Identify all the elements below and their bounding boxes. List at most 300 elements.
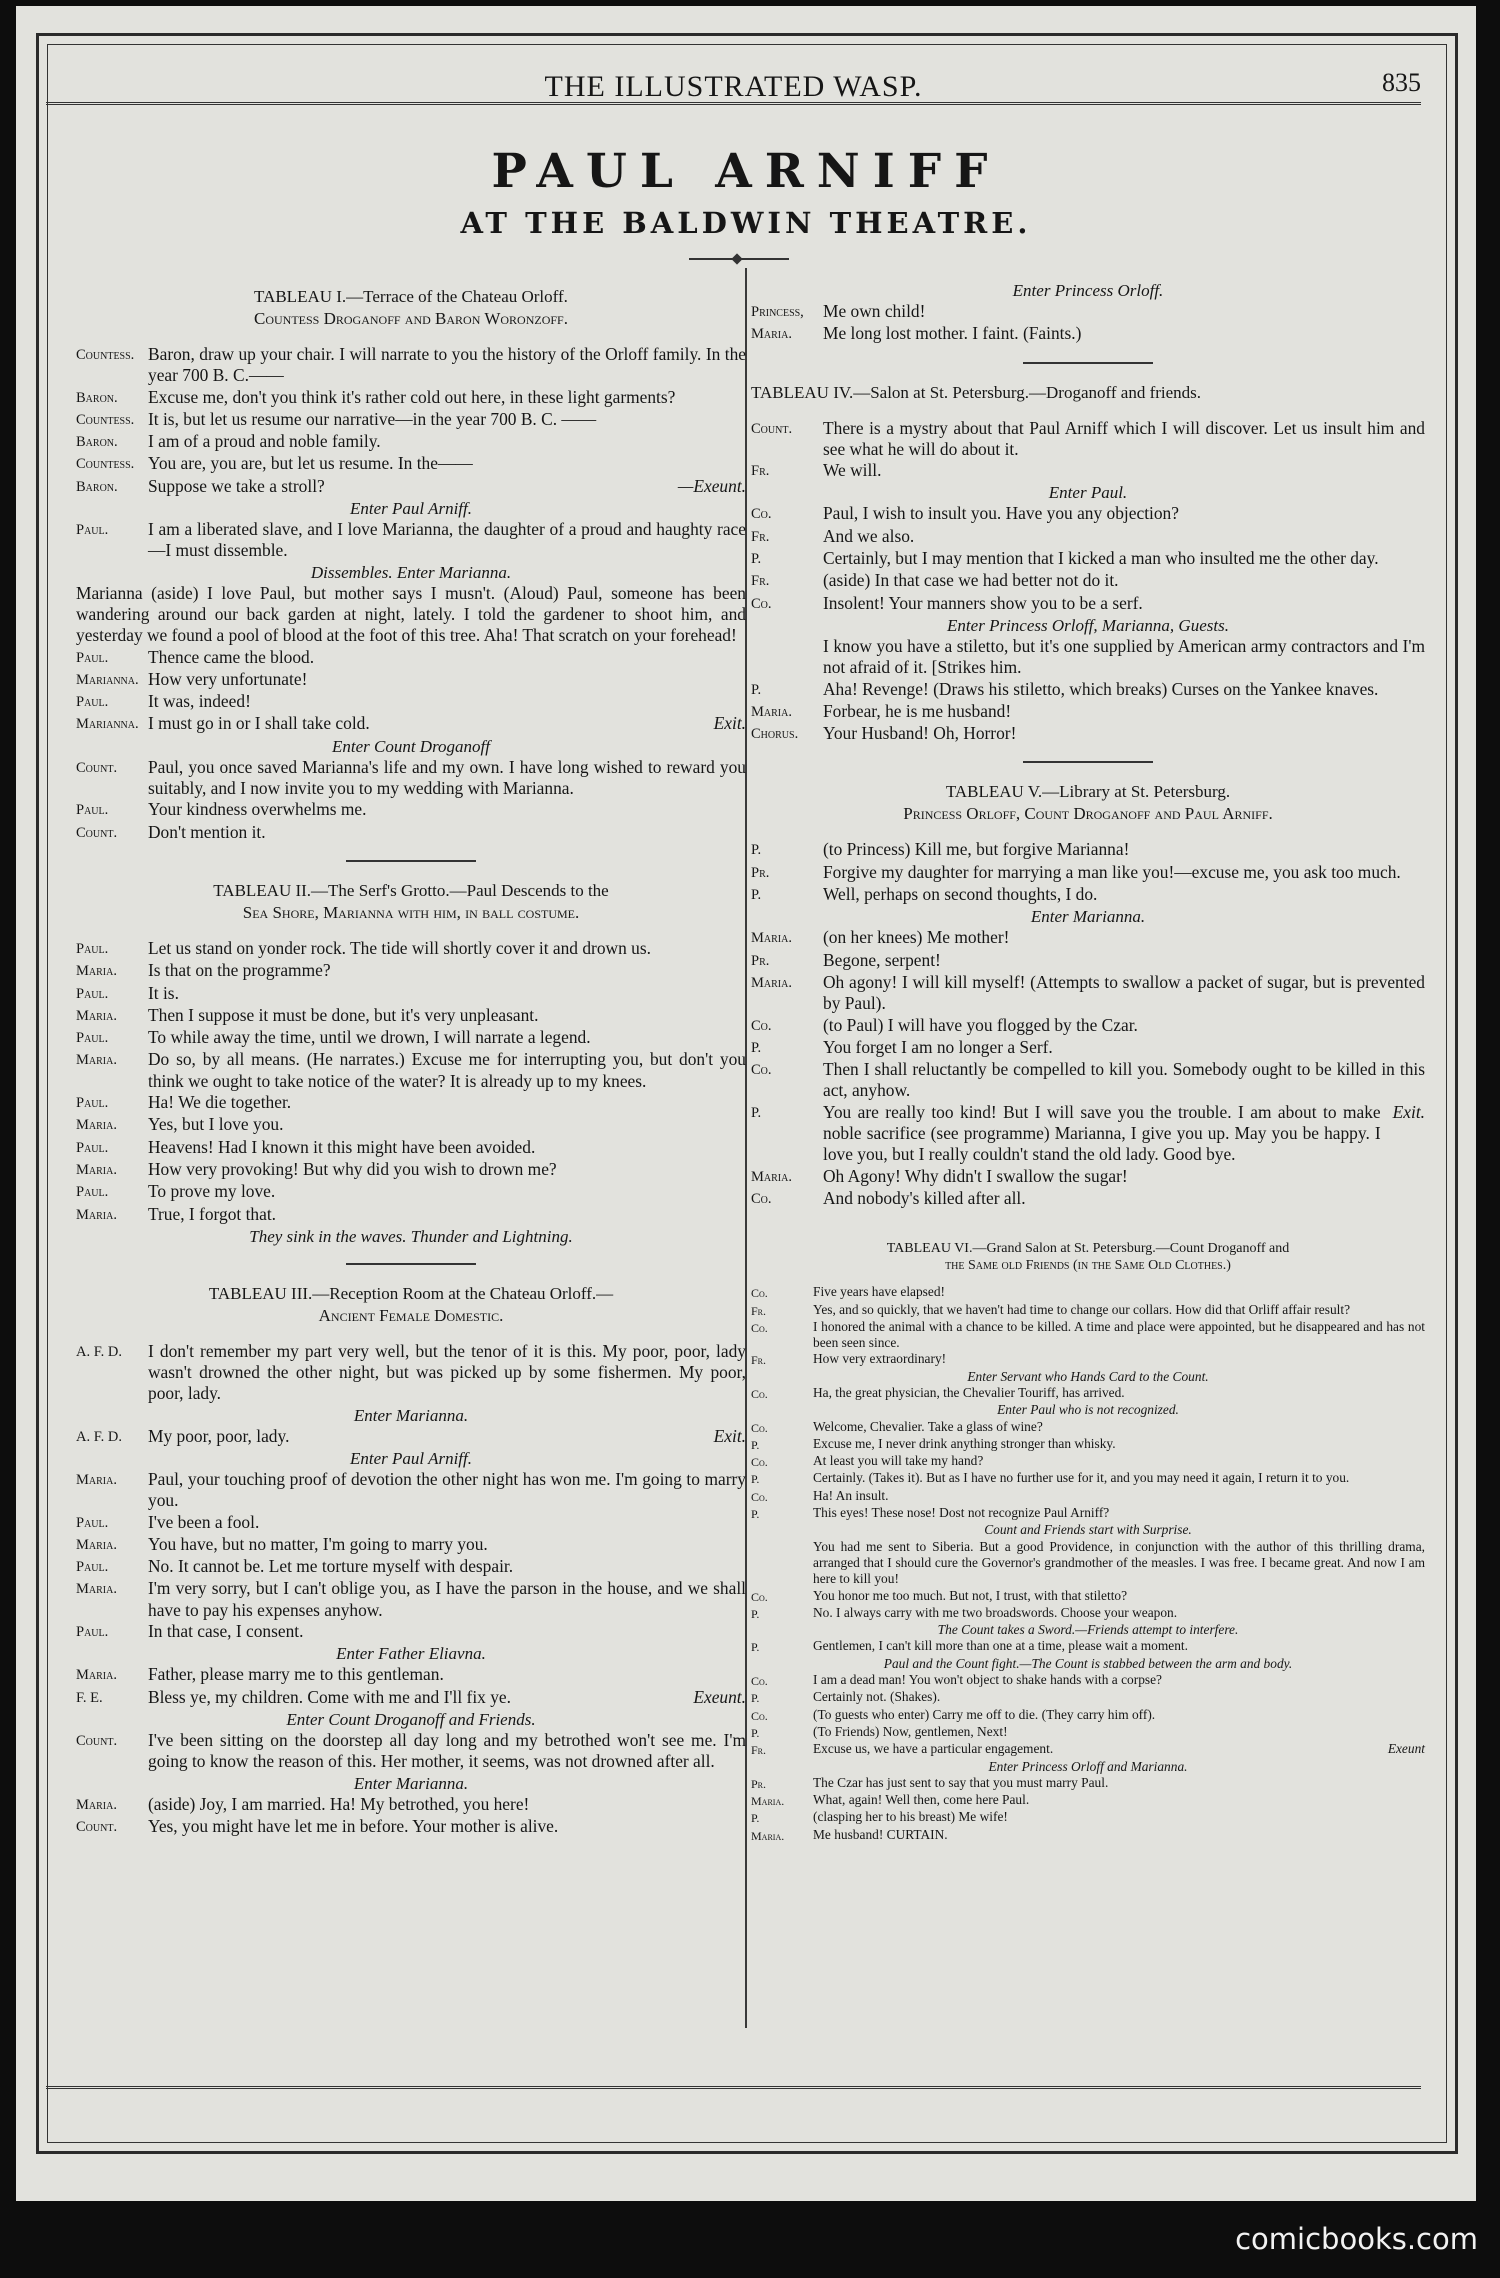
dialogue-line bbox=[751, 1188, 1425, 1210]
speaker: Paul. bbox=[76, 649, 109, 666]
speech: You have, but no matter, I'm going to marry you. bbox=[148, 1533, 488, 1554]
speech: Your Husband! Oh, Horror! bbox=[823, 723, 1017, 744]
speaker: Count. bbox=[76, 1732, 118, 1749]
speaker: F. E. bbox=[76, 1689, 103, 1706]
dialogue-line bbox=[76, 691, 746, 713]
dialogue-line bbox=[76, 647, 746, 669]
dialogue-line bbox=[751, 1809, 1425, 1826]
speech: Well, perhaps on second thoughts, I do. bbox=[823, 884, 1098, 905]
speech: You honor me too much. But not, I trust, with that stiletto? bbox=[813, 1587, 1128, 1603]
speaker: P. bbox=[751, 887, 762, 904]
speaker: P. bbox=[751, 1472, 760, 1487]
speech: I am a dead man! You won't object to shake hands with a corpse? bbox=[813, 1672, 1162, 1688]
speech: Let us stand on yonder rock. The tide will shortly cover it and drown us. bbox=[148, 937, 651, 958]
speech: It is, but let us resume our narrative—in the year 700 B. C. —— bbox=[148, 408, 597, 429]
speaker: P. bbox=[751, 1437, 760, 1452]
speech: Certainly. (Takes it). But as I have no further use for it, and you may need it again, I return it to you. bbox=[813, 1470, 1350, 1486]
speaker: P. bbox=[751, 1811, 760, 1826]
tableau-2-heading-line1: TABLEAU II.—The Serf's Grotto.—Paul Descends to the bbox=[213, 880, 609, 900]
speaker: Marianna. bbox=[76, 716, 139, 733]
tableau-6-heading bbox=[751, 1240, 1425, 1274]
speaker: Maria. bbox=[76, 1796, 117, 1813]
speech: Me long lost mother. I faint. (Faints.) bbox=[823, 323, 1082, 344]
dialogue-line bbox=[751, 1453, 1425, 1470]
speaker: P. bbox=[751, 1640, 760, 1655]
tableau-3-heading bbox=[76, 1283, 746, 1327]
speech: Is that on the programme? bbox=[148, 960, 331, 981]
stage-direction: Enter Father Eliavna. bbox=[336, 1644, 486, 1664]
dialogue-line bbox=[751, 1015, 1425, 1037]
tableau-5-dialogue bbox=[751, 839, 1425, 906]
section-rule bbox=[1023, 362, 1153, 364]
section-rule bbox=[1023, 761, 1153, 763]
speech: In that case, I consent. bbox=[148, 1621, 304, 1642]
speech: You had me sent to Siberia. But a good Providence, in conjunction with the author of this thrilling drama, arranged that I should cure the Governor's grandmother of the measles. I was free. I became great. And now I am here to kill you! bbox=[813, 1538, 1425, 1587]
speaker: Chorus. bbox=[751, 726, 799, 743]
speaker: P. bbox=[751, 1691, 760, 1706]
speech: Paul, your touching proof of devotion the other night has won me. I'm going to marry you. bbox=[148, 1468, 746, 1511]
speaker: Maria. bbox=[751, 1794, 785, 1809]
tableau-2-heading bbox=[76, 880, 746, 924]
speech: It is. bbox=[148, 982, 179, 1003]
speech: Begone, serpent! bbox=[823, 949, 941, 970]
stage-direction: Enter Paul. bbox=[1048, 483, 1128, 503]
speaker: Co. bbox=[751, 1708, 768, 1723]
tableau-3-dialogue-3 bbox=[76, 1664, 746, 1709]
speaker: Baron. bbox=[76, 478, 118, 495]
speech: Certainly not. (Shakes). bbox=[813, 1689, 941, 1705]
speaker: Co. bbox=[751, 1455, 768, 1470]
speech: Thence came the blood. bbox=[148, 646, 315, 667]
dialogue-line bbox=[751, 1351, 1425, 1368]
dialogue-line bbox=[76, 1556, 746, 1578]
stage-direction: Enter Servant who Hands Card to the Count. bbox=[967, 1368, 1209, 1384]
dialogue-line bbox=[751, 884, 1425, 906]
exit-direction: Exit. bbox=[1392, 1101, 1425, 1122]
speaker: Co. bbox=[751, 1589, 768, 1604]
speech: (aside) In that case we had better not do it. bbox=[823, 570, 1119, 591]
dialogue-line bbox=[751, 1488, 1425, 1505]
dialogue-line bbox=[751, 701, 1425, 723]
stage-direction: Enter Princess Orloff and Marianna. bbox=[988, 1758, 1188, 1774]
dialogue-line bbox=[76, 713, 746, 735]
tableau-4-dialogue-2 bbox=[751, 503, 1425, 614]
stage-direction: Enter Marianna. bbox=[353, 1405, 469, 1425]
tableau-1-dialogue-2 bbox=[76, 647, 746, 736]
dialogue-line bbox=[751, 636, 1425, 679]
stage-direction: Enter Paul Arniff. bbox=[350, 1448, 472, 1468]
speaker: Maria. bbox=[76, 1052, 117, 1069]
stage-direction: Enter Marianna. bbox=[1030, 907, 1146, 927]
dialogue-line bbox=[751, 1319, 1425, 1352]
speech: Then I suppose it must be done, but it's very unpleasant. bbox=[148, 1004, 539, 1025]
dialogue-line bbox=[76, 1204, 746, 1226]
speech: We will. bbox=[823, 460, 882, 481]
speaker: Paul. bbox=[76, 802, 109, 819]
dialogue-line bbox=[751, 723, 1425, 745]
tableau-4-dialogue-3 bbox=[751, 636, 1425, 745]
speaker: Maria. bbox=[76, 1536, 117, 1553]
speaker: Maria. bbox=[751, 1828, 785, 1843]
dialogue-line bbox=[751, 1672, 1425, 1689]
tableau-6-heading-line2: the Same old Friends (in the Same Old Clothes.) bbox=[945, 1258, 1231, 1274]
tableau-3-dialogue-2 bbox=[76, 1469, 746, 1643]
speech: Five years have elapsed! bbox=[813, 1284, 945, 1300]
speaker: P. bbox=[751, 842, 762, 859]
speaker: A. F. D. bbox=[76, 1428, 122, 1445]
speaker: Countess. bbox=[76, 347, 135, 363]
speaker: Co. bbox=[751, 1062, 772, 1079]
speech: This eyes! These nose! Dost not recognize Paul Arniff? bbox=[813, 1505, 1110, 1521]
dialogue-line bbox=[76, 1049, 746, 1092]
speech: Ha, the great physician, the Chevalier Touriff, has arrived. bbox=[813, 1384, 1125, 1400]
tableau-6-dialogue-2 bbox=[751, 1385, 1425, 1402]
speaker: P. bbox=[751, 1606, 760, 1621]
section-rule bbox=[346, 1263, 476, 1265]
speaker: A. F. D. bbox=[76, 1343, 122, 1360]
speech: I must go in or I shall take cold. bbox=[148, 713, 370, 734]
dialogue-line bbox=[76, 822, 746, 844]
dialogue-line bbox=[76, 409, 746, 431]
speech: Me own child! bbox=[823, 301, 926, 321]
bottom-rule bbox=[46, 2086, 1421, 2089]
dialogue-line bbox=[76, 1512, 746, 1534]
dialogue-line bbox=[751, 927, 1425, 949]
dialogue-line bbox=[751, 1385, 1425, 1402]
speaker: Fr. bbox=[751, 463, 770, 480]
speaker: Co. bbox=[751, 1674, 768, 1689]
tableau-5-dialogue-2 bbox=[751, 927, 1425, 1210]
speech: No. It cannot be. Let me torture myself with despair. bbox=[148, 1556, 514, 1577]
dialogue-line bbox=[76, 387, 746, 409]
stage-direction: Enter Princess Orloff. bbox=[1012, 281, 1164, 300]
speaker: Maria. bbox=[76, 1471, 117, 1488]
stage-direction: They sink in the waves. Thunder and Lightning. bbox=[249, 1226, 573, 1246]
speaker: Paul. bbox=[76, 1624, 109, 1641]
dialogue-line bbox=[751, 1302, 1425, 1319]
tableau-4-heading bbox=[751, 382, 1425, 404]
dialogue-line bbox=[751, 1605, 1425, 1622]
speech: Paul, you once saved Marianna's life and my own. I have long wished to reward you suitably, and I now invite you to my wedding with Marianna. bbox=[148, 756, 746, 799]
dialogue-line bbox=[751, 1284, 1425, 1301]
dialogue-line bbox=[751, 1102, 1425, 1166]
exit-direction: Exeunt bbox=[1387, 1741, 1425, 1757]
dialogue-line bbox=[751, 1588, 1425, 1605]
dialogue-line bbox=[751, 972, 1425, 1015]
speech: Yes, you might have let me in before. Your mother is alive. bbox=[148, 1815, 559, 1836]
dialogue-line bbox=[76, 799, 746, 821]
dialogue-line bbox=[751, 1792, 1425, 1809]
speaker: Paul. bbox=[76, 1030, 109, 1047]
speaker: P. bbox=[751, 1104, 762, 1121]
dialogue-line bbox=[751, 503, 1425, 525]
dialogue-line bbox=[76, 960, 746, 982]
tableau-6-dialogue-3 bbox=[751, 1419, 1425, 1523]
dialogue-line bbox=[751, 1470, 1425, 1487]
speaker: Maria. bbox=[76, 1206, 117, 1223]
speaker: Count. bbox=[76, 824, 118, 841]
speaker: Co. bbox=[751, 1320, 768, 1335]
dialogue-line bbox=[76, 431, 746, 453]
speech: Don't mention it. bbox=[148, 821, 266, 842]
dialogue-line bbox=[751, 1724, 1425, 1741]
speaker: Countess. bbox=[76, 456, 135, 473]
speech: Oh Agony! Why didn't I swallow the sugar! bbox=[823, 1165, 1128, 1186]
speech: (To guests who enter) Carry me off to die. (They carry him off). bbox=[813, 1706, 1156, 1722]
speech: I've been a fool. bbox=[148, 1511, 260, 1532]
speaker: Maria. bbox=[751, 326, 792, 343]
speaker: Pr. bbox=[751, 864, 770, 881]
speaker: Maria. bbox=[76, 1117, 117, 1134]
tableau-6-dialogue-4 bbox=[751, 1539, 1425, 1622]
tableau-1-heading-line2: Countess Droganoff and Baron Woronzoff. bbox=[254, 309, 568, 328]
speaker: Paul. bbox=[76, 522, 109, 539]
stage-direction: Enter Paul Arniff. bbox=[350, 499, 472, 519]
dialogue-line bbox=[751, 1059, 1425, 1102]
dialogue-line bbox=[751, 460, 1425, 482]
tableau-1-heading-line1: TABLEAU I.—Terrace of the Chateau Orloff. bbox=[254, 287, 568, 306]
dialogue-line bbox=[751, 1505, 1425, 1522]
dialogue-line bbox=[751, 418, 1425, 461]
dialogue-line bbox=[76, 519, 746, 562]
page-number: 835 bbox=[1382, 68, 1421, 97]
speaker: Count. bbox=[751, 420, 793, 437]
speech: Excuse me, I never drink anything stronger than whisky. bbox=[813, 1435, 1116, 1451]
speaker: P. bbox=[751, 1725, 760, 1740]
speaker: Paul. bbox=[76, 1514, 109, 1531]
stage-direction: Enter Marianna. bbox=[353, 1773, 469, 1793]
dialogue-line bbox=[76, 1816, 746, 1838]
dialogue-line bbox=[76, 344, 746, 387]
tableau-6-dialogue-7 bbox=[751, 1775, 1425, 1844]
tableau-2-heading-line2: Sea Shore, Marianna with him, in ball costume. bbox=[242, 902, 580, 922]
speech: Suppose we take a stroll? bbox=[148, 475, 325, 496]
tableau-3-dialogue-1b bbox=[76, 1426, 746, 1448]
exit-direction: Exit. bbox=[713, 713, 746, 734]
dialogue-line bbox=[751, 548, 1425, 570]
speaker: Co. bbox=[751, 1190, 772, 1207]
speaker: Princess, bbox=[751, 304, 804, 320]
speaker: Fr. bbox=[751, 1743, 767, 1758]
tableau-3-heading-line1: TABLEAU III.—Reception Room at the Chateau Orloff.— bbox=[208, 1283, 614, 1303]
speech: Your kindness overwhelms me. bbox=[148, 799, 367, 820]
stage-direction: Enter Princess Orloff, Marianna, Guests. bbox=[947, 615, 1229, 635]
dialogue-line bbox=[76, 1341, 746, 1405]
dialogue-line bbox=[76, 1534, 746, 1556]
speech: Ha! An insult. bbox=[813, 1487, 889, 1503]
tableau-3-end-dialogue bbox=[751, 301, 1425, 346]
speaker: Fr. bbox=[751, 1303, 767, 1318]
tableau-5-heading bbox=[751, 781, 1425, 825]
speaker: Fr. bbox=[751, 1353, 767, 1368]
speech: Insolent! Your manners show you to be a serf. bbox=[823, 592, 1143, 613]
dialogue-line bbox=[76, 1027, 746, 1049]
speaker bbox=[751, 1539, 813, 1588]
dialogue-line bbox=[751, 950, 1425, 972]
dialogue-line bbox=[76, 1621, 746, 1643]
dialogue-line bbox=[76, 1114, 746, 1136]
speech: (to Paul) I will have you flogged by the Czar. bbox=[823, 1014, 1138, 1035]
speaker: Paul. bbox=[76, 1559, 109, 1576]
speech: Forgive my daughter for marrying a man like you!—excuse me, you ask too much. bbox=[823, 861, 1401, 882]
speaker: Fr. bbox=[751, 573, 770, 590]
speaker: Co. bbox=[751, 1386, 768, 1401]
speech: You forget I am no longer a Serf. bbox=[823, 1036, 1053, 1057]
dialogue-line bbox=[76, 476, 746, 498]
masthead bbox=[46, 40, 1421, 105]
speech: Baron, draw up your chair. I will narrate to you the history of the Orloff family. In the year 700 B. C.—— bbox=[148, 344, 746, 386]
speech: Excuse me, don't you think it's rather cold out here, in these light garments? bbox=[148, 386, 676, 407]
stage-direction: Dissembles. Enter Marianna. bbox=[310, 562, 512, 582]
dialogue-line bbox=[751, 593, 1425, 615]
stage-direction: Enter Count Droganoff bbox=[331, 736, 491, 756]
speech: How very extraordinary! bbox=[813, 1351, 947, 1367]
exit-direction: Exit. bbox=[713, 1425, 746, 1446]
speech: It was, indeed! bbox=[148, 691, 251, 712]
dialogue-line bbox=[751, 1827, 1425, 1844]
tableau-3-dialogue bbox=[76, 1341, 746, 1405]
speech: Do so, by all means. (He narrates.) Excuse me for interrupting you, but don't you think we ought to take notice of the water? It is already up to my knees. bbox=[148, 1049, 746, 1091]
speech: What, again! Well then, come here Paul. bbox=[813, 1792, 1030, 1808]
masthead-title: THE ILLUSTRATED WASP. bbox=[544, 70, 923, 103]
speech: And nobody's killed after all. bbox=[823, 1187, 1026, 1208]
tableau-4-heading-line1: TABLEAU IV.—Salon at St. Petersburg.—Droganoff and friends. bbox=[751, 382, 1202, 402]
dialogue-line bbox=[751, 1436, 1425, 1453]
dialogue-line bbox=[751, 301, 1425, 323]
speech: And we also. bbox=[823, 525, 915, 546]
article-title: PAUL ARNIFF bbox=[491, 144, 1001, 199]
speech: Then I shall reluctantly be compelled to kill you. Somebody ought to be killed in this act, anyhow. bbox=[823, 1059, 1425, 1101]
stage-direction: Count and Friends start with Surprise. bbox=[984, 1522, 1192, 1538]
speaker: Maria. bbox=[751, 703, 792, 720]
speaker: P. bbox=[751, 1507, 760, 1522]
speaker: Count. bbox=[76, 1818, 118, 1835]
tableau-6-dialogue bbox=[751, 1284, 1425, 1368]
speaker: Co. bbox=[751, 506, 772, 523]
speech: Certainly, but I may mention that I kicked a man who insulted me the other day. bbox=[823, 548, 1379, 569]
speech: Heavens! Had I known it this might have been avoided. bbox=[148, 1136, 536, 1157]
dialogue-line bbox=[76, 1181, 746, 1203]
speech: At least you will take my hand? bbox=[813, 1453, 984, 1469]
speaker: Pr. bbox=[751, 1776, 767, 1791]
speech: I don't remember my part very well, but the tenor of it is this. My poor, poor, lady wasn't drowned the other night, but was picked up by some fishermen. My poor, poor, lady. bbox=[148, 1340, 746, 1404]
speech: (to Princess) Kill me, but forgive Marianna! bbox=[823, 839, 1130, 860]
speaker: Co. bbox=[751, 1286, 768, 1301]
speaker: Paul. bbox=[76, 1095, 109, 1112]
tableau-3-dialogue-5 bbox=[76, 1794, 746, 1839]
dialogue-line bbox=[76, 1664, 746, 1686]
article-subtitle: AT THE BALDWIN THEATRE. bbox=[460, 206, 1032, 240]
tableau-1-heading bbox=[76, 286, 746, 330]
speaker: Paul. bbox=[76, 1184, 109, 1201]
speaker: Paul. bbox=[76, 1139, 109, 1156]
dialogue-line bbox=[751, 679, 1425, 701]
tableau-2-dialogue bbox=[76, 938, 746, 1226]
right-column bbox=[751, 278, 1425, 1844]
stage-direction: Enter Count Droganoff and Friends. bbox=[286, 1709, 536, 1729]
dialogue-line bbox=[751, 1037, 1425, 1059]
speaker: Maria. bbox=[76, 963, 117, 980]
speech: Excuse us, we have a particular engagement. bbox=[813, 1741, 1054, 1757]
speech: Father, please marry me to this gentleman. bbox=[148, 1664, 444, 1685]
speaker: Co. bbox=[751, 1489, 768, 1504]
speech: I honored the animal with a chance to be killed. A time and place were appointed, but he disappeared and has not been seen since. bbox=[813, 1318, 1425, 1351]
dialogue-line bbox=[76, 983, 746, 1005]
speaker: Maria. bbox=[76, 1161, 117, 1178]
speaker: Co. bbox=[751, 1017, 772, 1034]
speech: Gentlemen, I can't kill more than one at a time, please wait a moment. bbox=[813, 1638, 1188, 1654]
speech: How very unfortunate! bbox=[148, 668, 308, 689]
dialogue-line bbox=[76, 1426, 746, 1448]
tableau-6 bbox=[751, 1240, 1425, 1844]
speech: Yes, but I love you. bbox=[148, 1114, 284, 1135]
speaker: Paul. bbox=[76, 940, 109, 957]
dialogue-line bbox=[751, 570, 1425, 592]
dialogue-line bbox=[76, 1578, 746, 1621]
speech: You are, you are, but let us resume. In the—— bbox=[148, 453, 473, 474]
section-rule bbox=[346, 860, 476, 862]
tableau-3-heading-line2: Ancient Female Domestic. bbox=[318, 1305, 504, 1325]
tableau-5-heading-line2: Princess Orloff, Count Droganoff and Paul Arniff. bbox=[903, 804, 1273, 824]
dialogue-line bbox=[76, 1730, 746, 1773]
dialogue-line bbox=[751, 1539, 1425, 1588]
speaker: Maria. bbox=[76, 1667, 117, 1684]
dialogue-line bbox=[76, 938, 746, 960]
tableau-1-dialogue bbox=[76, 344, 746, 498]
tableau-3-dialogue-4 bbox=[76, 1730, 746, 1773]
dialogue-line bbox=[76, 1159, 746, 1181]
speech: To prove my love. bbox=[148, 1181, 276, 1202]
stage-direction: Enter Paul who is not recognized. bbox=[997, 1402, 1179, 1418]
speech: (on her knees) Me mother! bbox=[823, 927, 1010, 948]
dialogue-line bbox=[76, 1005, 746, 1027]
speaker bbox=[751, 636, 823, 679]
speaker: Maria. bbox=[751, 974, 792, 991]
tableau-6-dialogue-6 bbox=[751, 1672, 1425, 1758]
speaker: Pr. bbox=[751, 952, 770, 969]
dialogue-line bbox=[76, 1687, 746, 1709]
speech: Bless ye, my children. Come with me and I'll fix ye. bbox=[148, 1686, 511, 1707]
speaker: Paul. bbox=[76, 694, 109, 711]
dialogue-line bbox=[751, 839, 1425, 861]
speaker: Count. bbox=[76, 759, 118, 776]
speech: You are really too kind! But I will save you the trouble. I am about to make noble sacrifice (see programme) Marianna, I give you up. May you be happy. I love you, but I really couldn't stand the old lady. Good bye. bbox=[823, 1101, 1381, 1165]
tableau-1-dialogue-3 bbox=[76, 757, 746, 844]
speech: Forbear, he is me husband! bbox=[823, 700, 1012, 721]
dialogue-line bbox=[76, 757, 746, 800]
speaker: Fr. bbox=[751, 528, 770, 545]
speech: I am of a proud and noble family. bbox=[148, 431, 381, 452]
speaker: Co. bbox=[751, 595, 772, 612]
dialogue-line bbox=[76, 1137, 746, 1159]
tableau-5-heading-line1: TABLEAU V.—Library at St. Petersburg. bbox=[945, 782, 1231, 802]
watermark: comicbooks.com bbox=[1235, 2222, 1478, 2256]
speech: How very provoking! But why did you wish to drown me? bbox=[148, 1158, 557, 1179]
speech: Paul, I wish to insult you. Have you any objection? bbox=[823, 503, 1179, 524]
magazine-page bbox=[16, 6, 1476, 2201]
left-column bbox=[76, 278, 746, 1838]
dialogue-line bbox=[751, 1419, 1425, 1436]
speaker: Baron. bbox=[76, 434, 118, 451]
dialogue-line bbox=[751, 526, 1425, 548]
speaker: P. bbox=[751, 551, 762, 568]
speech: (clasping her to his breast) Me wife! bbox=[813, 1809, 1008, 1825]
speaker: P. bbox=[751, 681, 762, 698]
speech: I've been sitting on the doorstep all day long and my betrothed won't see me. I'm going to know the reason of this. Her mother, it seems, was not drowned after all. bbox=[148, 1729, 746, 1772]
speaker: Countess. bbox=[76, 411, 135, 428]
dialogue-line bbox=[76, 453, 746, 475]
dialogue-line bbox=[751, 1638, 1425, 1655]
